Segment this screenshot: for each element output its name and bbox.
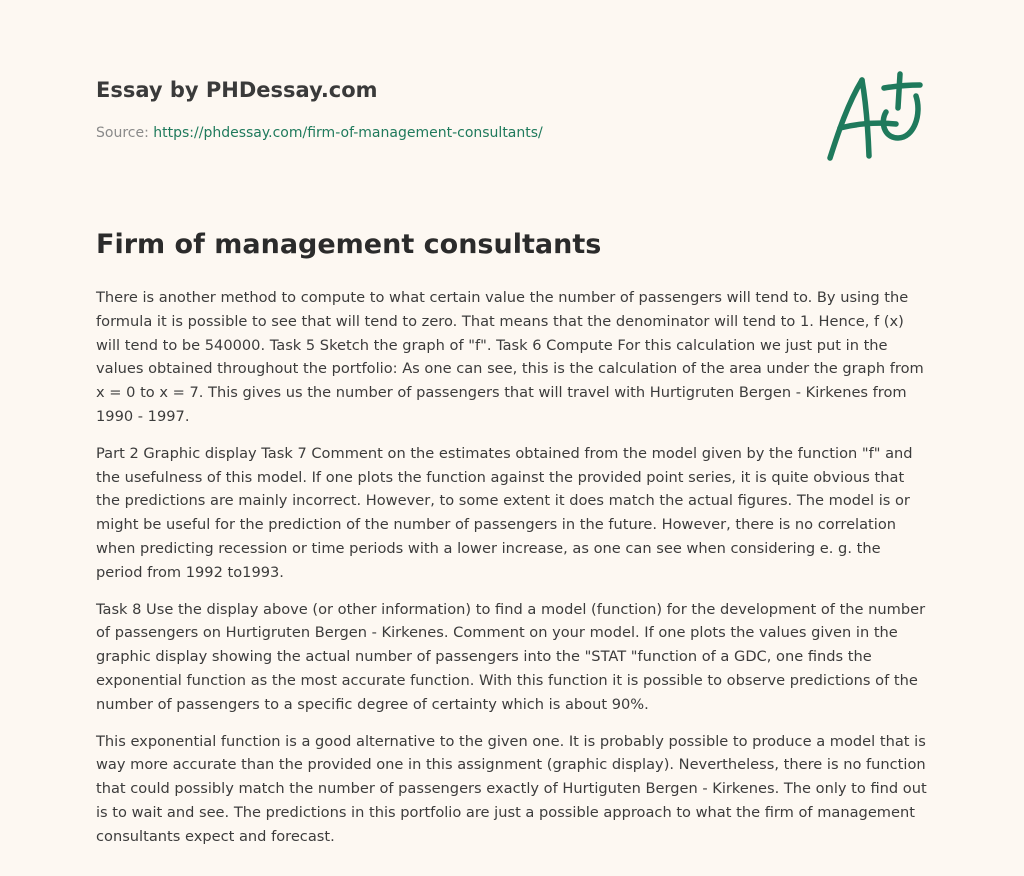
article-paragraph: There is another method to compute to what certain value the number of passengers will tend to. By using the formula it is possible to see that will tend to zero. That means that the denominator will tend to 1. Hence, f (x) will tend to be 540000. Task 5 Sketch the graph of "f". Task 6 Compute For this calculation we just put in the values obtained throughout the portfolio: As one can see, this is the calculation of the area under the graph from x = 0 to x = 7. This gives us the number of passengers that will travel with Hurtigruten Bergen - Kirkenes from 1990 - 1997. — [96, 289, 924, 425]
header — [96, 76, 796, 143]
article — [96, 226, 930, 862]
article-paragraph: Task 8 Use the display above (or other information) to find a model (function) for the development of the number of passengers on Hurtigruten Bergen - Kirkenes. Comment on your model. If one plots the values given in the graphic display showing the actual number of passengers into the "STAT "function of a GDC, one finds the exponential function as the most accurate function. With this function it is possible to observe predictions of the number of passengers to a specific degree of certainty which is about 90%. — [96, 600, 926, 713]
source-line — [96, 123, 796, 143]
article-paragraph: This exponential function is a good alternative to the given one. It is probably possible to produce a model that is way more accurate than the provided one in this assignment (graphic display). Nevertheless, there is no function that could possibly match the number of passengers exactly of Hurtiguten Bergen - Kirkenes. The only to find out is to wait and see. The predictions in this portfolio are just a possible approach to what the firm of management consultants expect and forecast. — [96, 732, 927, 845]
site-title: Essay by PHDessay.com — [96, 78, 378, 102]
source-link[interactable]: https://phdessay.com/firm-of-management-consultants/ — [153, 125, 543, 141]
source-label: Source: — [96, 125, 154, 141]
article-title: Firm of management consultants — [96, 229, 602, 260]
a-plus-logo-icon — [822, 68, 926, 164]
article-paragraph: Part 2 Graphic display Task 7 Comment on the estimates obtained from the model given by the function "f" and the usefulness of this model. If one plots the function against the provided point series, it is quite obvious that the predictions are mainly incorrect. However, to some extent it does match the actual figures. The model is or might be useful for the prediction of the number of passengers in the future. However, there is no correlation when predicting recession or time periods with a lower increase, as one can see when considering e. g. the period from 1992 to1993. — [96, 444, 913, 581]
